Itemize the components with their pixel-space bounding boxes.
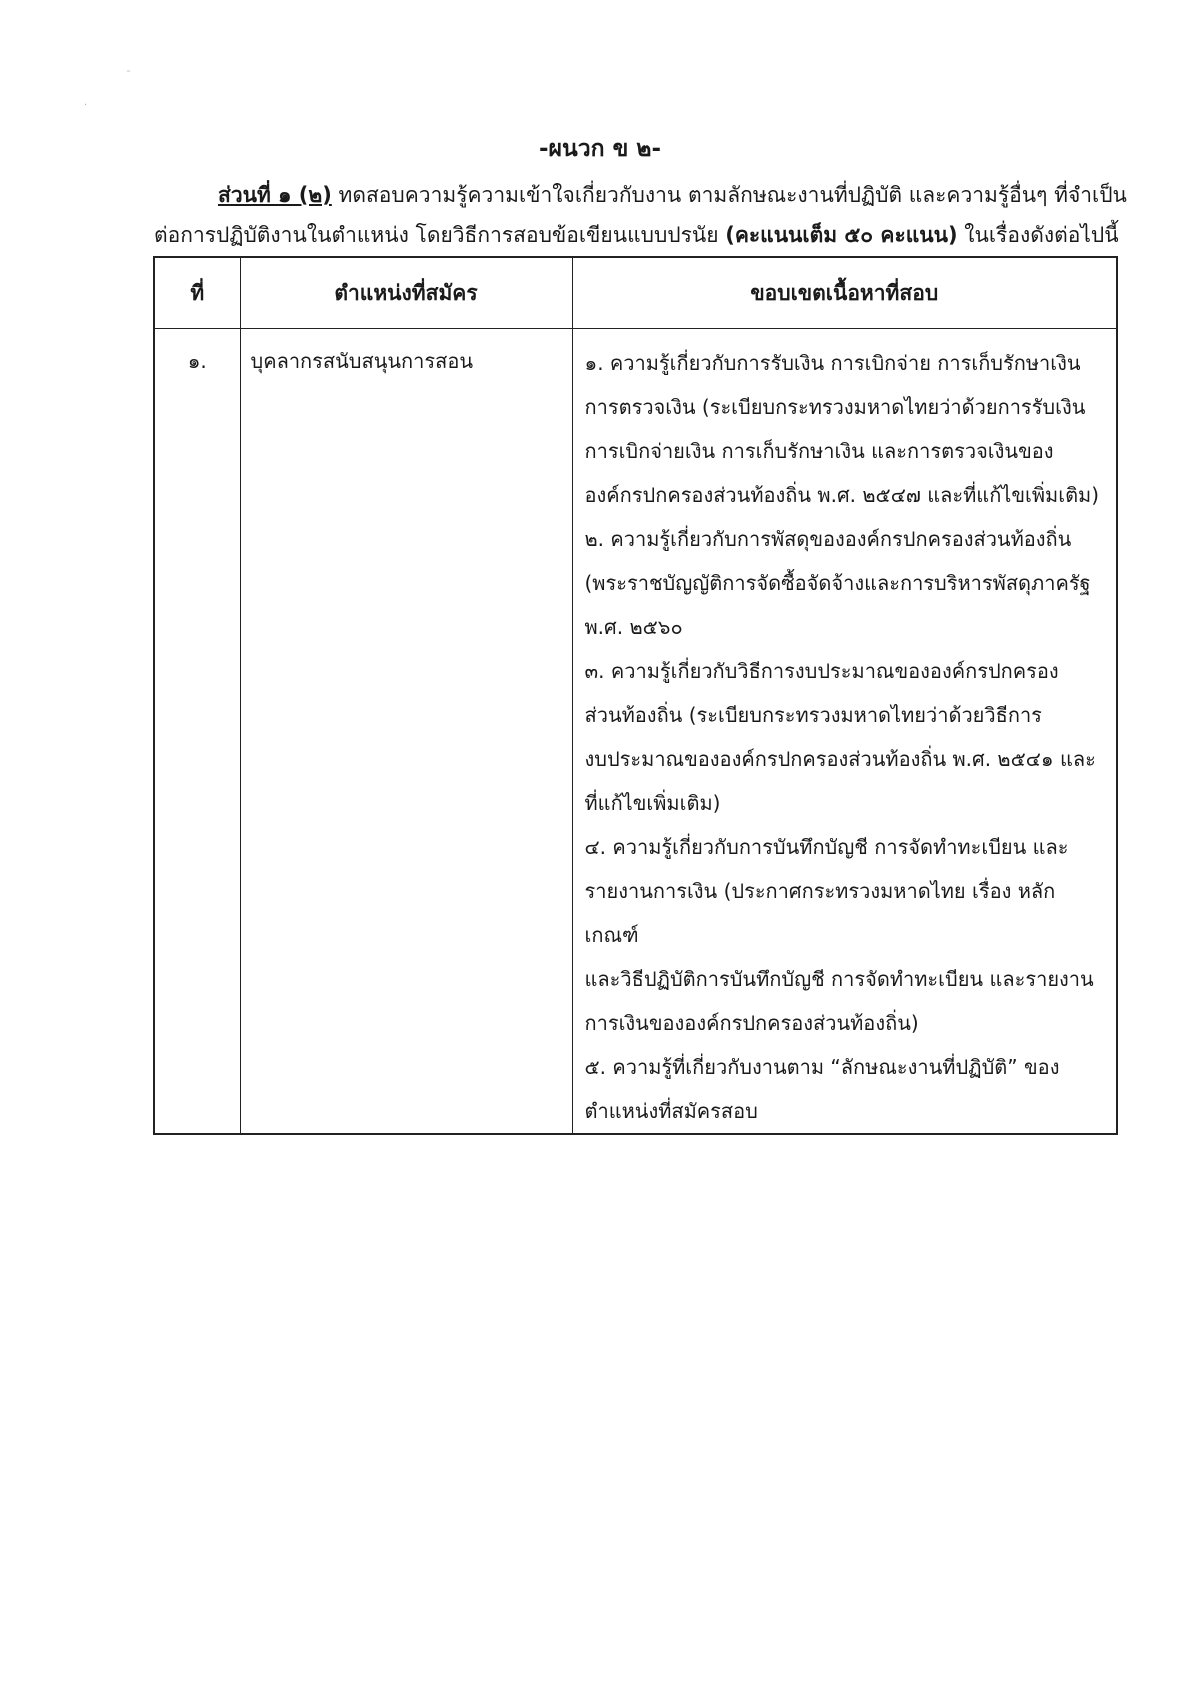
intro-text-2-tail: ในเรื่องดังต่อไปนี้ bbox=[964, 223, 1119, 247]
intro-text-1: ทดสอบความรู้ความเข้าใจเกี่ยวกับงาน ตามลักษณะงานที่ปฏิบัติ และความรู้อื่นๆ ที่จำเป็น bbox=[338, 183, 1127, 207]
scope-line: รายงานการเงิน (ประกาศกระทรวงมหาดไทย เรื่อง หลักเกณฑ์ bbox=[584, 879, 1056, 947]
scope-line: ที่แก้ไขเพิ่มเติม) bbox=[584, 791, 721, 815]
scope-line: ส่วนท้องถิ่น (ระเบียบกระทรวงมหาดไทยว่าด้วยวิธีการ bbox=[584, 703, 1042, 727]
page-title: -ผนวก ข ๒- bbox=[538, 136, 662, 162]
scan-speck: · bbox=[84, 100, 88, 111]
scope-list bbox=[585, 341, 1101, 1133]
intro-text-2: ต่อการปฏิบัติงานในตำแหน่ง โดยวิธีการสอบข้อเขียนแบบปรนัย bbox=[154, 223, 719, 247]
header-number: ที่ bbox=[154, 257, 240, 329]
score-note: (คะแนนเต็ม ๕๐ คะแนน) bbox=[725, 223, 958, 247]
header-position: ตำแหน่งที่สมัคร bbox=[240, 257, 572, 329]
scope-line: การตรวจเงิน (ระเบียบกระทรวงมหาดไทยว่าด้วยการรับเงิน bbox=[584, 395, 1086, 419]
scope-line: การเบิกจ่ายเงิน การเก็บรักษาเงิน และการตรวจเงินของ bbox=[584, 439, 1054, 463]
scope-line: ๕. ความรู้ที่เกี่ยวกับงานตาม “ลักษณะงานที่ปฏิบัติ” ของ bbox=[584, 1055, 1060, 1079]
scope-line: ๓. ความรู้เกี่ยวกับวิธีการงบประมาณขององค์กรปกครอง bbox=[584, 659, 1059, 683]
scope-line: องค์กรปกครองส่วนท้องถิ่น พ.ศ. ๒๕๔๗ และที่แก้ไขเพิ่มเติม) bbox=[584, 483, 1100, 507]
scope-line: ๑. ความรู้เกี่ยวกับการรับเงิน การเบิกจ่าย การเก็บรักษาเงิน bbox=[584, 351, 1081, 375]
intro-paragraph bbox=[154, 175, 1127, 255]
exam-scope-table bbox=[153, 256, 1118, 1135]
intro-line-1 bbox=[154, 175, 1127, 215]
scope-line: (พระราชบัญญัติการจัดซื้อจัดจ้างและการบริหารพัสดุภาครัฐ bbox=[584, 571, 1091, 595]
section-label: ส่วนที่ ๑ (๒) bbox=[218, 183, 332, 207]
scope-line: พ.ศ. ๒๕๖๐ bbox=[584, 615, 683, 639]
row-number: ๑. bbox=[154, 329, 240, 1135]
table-header-row bbox=[154, 257, 1117, 329]
scope-line: งบประมาณขององค์กรปกครองส่วนท้องถิ่น พ.ศ. ๒๕๔๑ และ bbox=[584, 747, 1096, 771]
table-row bbox=[154, 329, 1117, 1135]
row-scope bbox=[572, 329, 1117, 1135]
scope-line: ตำแหน่งที่สมัครสอบ bbox=[584, 1099, 758, 1123]
scope-line: การเงินขององค์กรปกครองส่วนท้องถิ่น) bbox=[584, 1011, 919, 1035]
scope-line: ๒. ความรู้เกี่ยวกับการพัสดุขององค์กรปกครองส่วนท้องถิ่น bbox=[584, 527, 1072, 551]
row-position: บุคลากรสนับสนุนการสอน bbox=[240, 329, 572, 1135]
header-scope: ขอบเขตเนื้อหาที่สอบ bbox=[572, 257, 1117, 329]
scope-line: ๔. ความรู้เกี่ยวกับการบันทึกบัญชี การจัดทำทะเบียน และ bbox=[584, 835, 1069, 859]
scan-speck: ˜ bbox=[126, 70, 131, 81]
scope-line: และวิธีปฏิบัติการบันทึกบัญชี การจัดทำทะเบียน และรายงาน bbox=[584, 967, 1094, 991]
intro-line-2 bbox=[154, 215, 1119, 255]
